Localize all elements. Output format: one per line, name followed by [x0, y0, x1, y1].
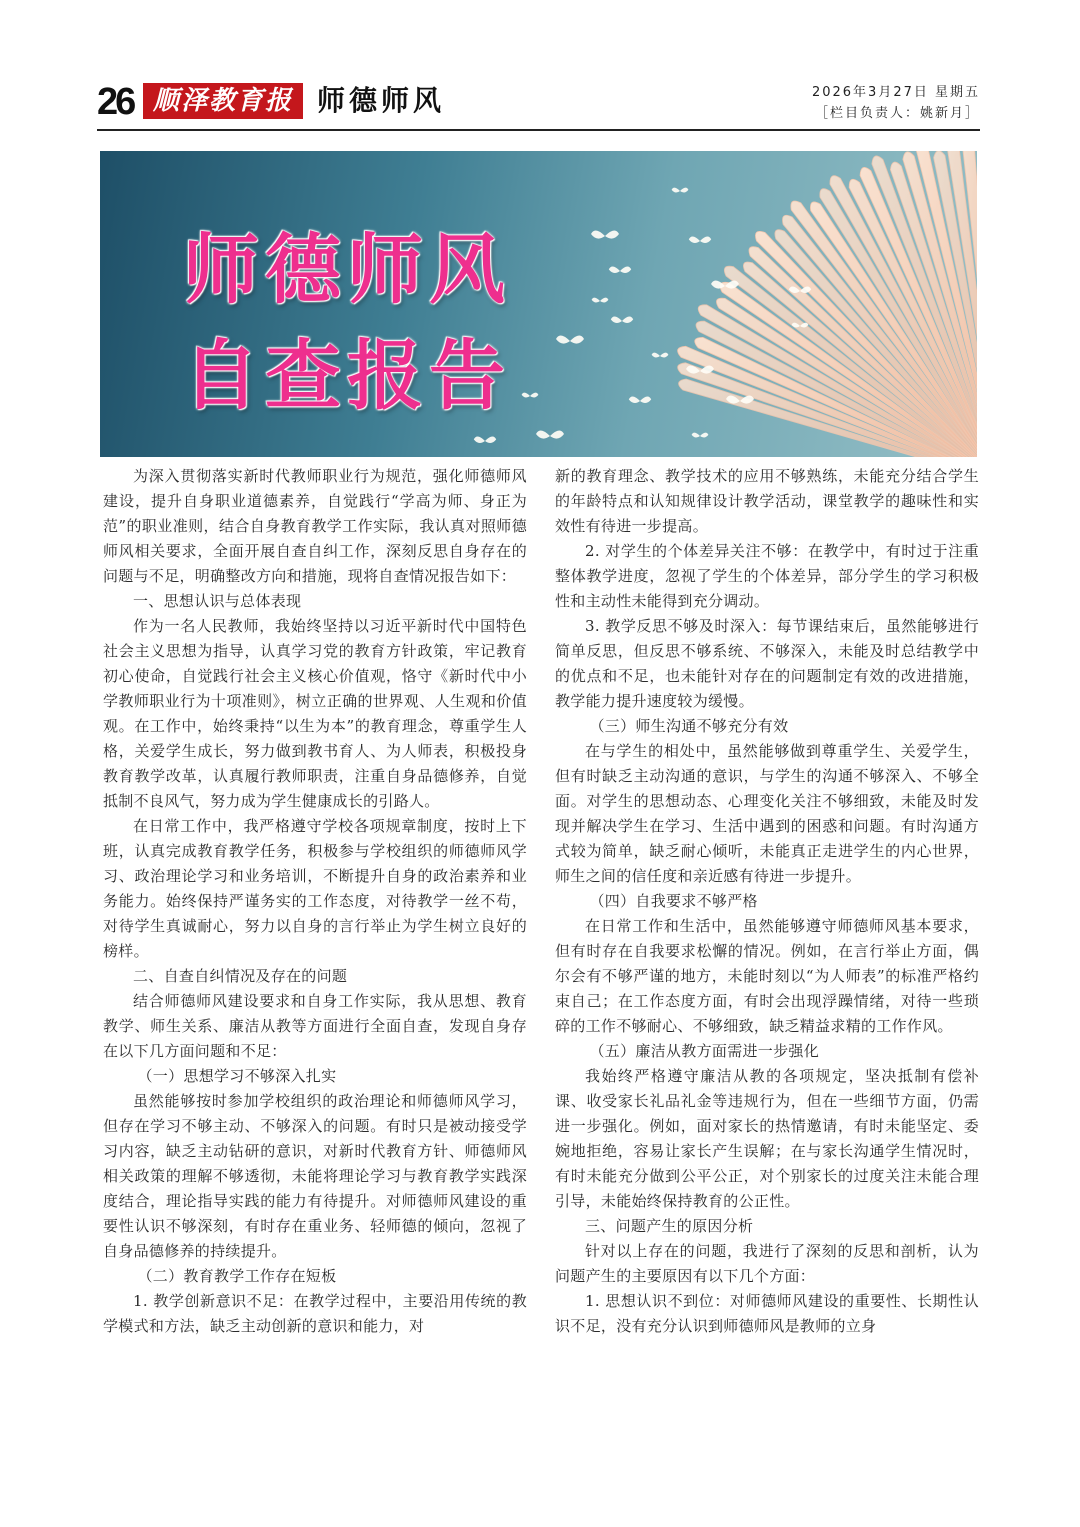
paragraph: 在日常工作和生活中，虽然能够遵守师德师风基本要求，但有时存在自我要求松懈的情况。例如，在言行举止方面，偶尔会有不够严谨的地方，未能时刻以“为人师表”的标准严格约束自己；在工作态度方面，有时会出现浮躁情绪，对待一些琐碎的工作不够耐心、不够细致，缺乏精益求精的工作作风。	[555, 917, 979, 1035]
article-column-left	[103, 464, 527, 1339]
masthead	[97, 78, 980, 126]
page-number: 26	[97, 81, 134, 123]
section-title: 师德师风	[317, 84, 446, 117]
paragraph: 在日常工作中，我严格遵守学校各项规章制度，按时上下班，认真完成教育教学任务，积极参与学校组织的师德师风学习、政治理论学习和业务培训，不断提升自身的政治素养和业务能力。始终保持严谨务实的工作态度，对待教学一丝不苟，对待学生真诚耐心，努力以自身的言行举止为学生树立良好的榜样。	[103, 817, 527, 960]
column-editor: ［栏目负责人：姚新月］	[814, 106, 980, 121]
header-rule	[97, 129, 980, 131]
banner-title-line1: 师德师风	[183, 225, 511, 314]
section-heading: 二、自查自纠情况及存在的问题	[133, 967, 348, 985]
section-heading: （三）师生沟通不够充分有效	[589, 717, 789, 735]
section-heading: （四）自我要求不够严格	[589, 892, 758, 910]
section-heading: 一、思想认识与总体表现	[133, 592, 302, 610]
paragraph: 结合师德师风建设要求和自身工作实际，我从思想、教育教学、师生关系、廉洁从教等方面进行全面自查，发现自身存在以下几方面问题和不足：	[103, 992, 527, 1060]
paragraph: 为深入贯彻落实新时代教师职业行为规范，强化师德师风建设，提升自身职业道德素养，自觉践行“学高为师、身正为范”的职业准则，结合自身教育教学工作实际，我认真对照师德师风相关要求，全面开展自查自纠工作，深刻反思自身存在的问题与不足，明确整改方向和措施，现将自查情况报告如下：	[103, 467, 527, 585]
paragraph: 1. 思想认识不到位：对师德师风建设的重要性、长期性认识不足，没有充分认识到师德师风是教师的立身	[555, 1292, 979, 1335]
paragraph: 新的教育理念、教学技术的应用不够熟练，未能充分结合学生的年龄特点和认知规律设计教学活动，课堂教学的趣味性和实效性有待进一步提高。	[555, 467, 979, 535]
paragraph: 2. 对学生的个体差异关注不够：在教学中，有时过于注重整体教学进度，忽视了学生的个体差异，部分学生的学习积极性和主动性未能得到充分调动。	[555, 542, 979, 610]
section-heading: （二）教育教学工作存在短板	[137, 1267, 337, 1285]
section-heading: （五）廉洁从教方面需进一步强化	[589, 1042, 820, 1060]
paragraph: 3. 教学反思不够及时深入：每节课结束后，虽然能够进行简单反思，但反思不够系统、不够深入，未能及时总结教学中的优点和不足，也未能针对存在的问题制定有效的改进措施，教学能力提升速度较为缓慢。	[555, 617, 979, 710]
paragraph: 我始终严格遵守廉洁从教的各项规定，坚决抵制有偿补课、收受家长礼品礼金等违规行为，但在一些细节方面，仍需进一步强化。例如，面对家长的热情邀请，有时未能坚定、委婉地拒绝，容易让家长产生误解；在与家长沟通学生情况时，有时未能充分做到公平公正，对个别家长的过度关注未能合理引导，未能始终保持教育的公正性。	[555, 1067, 979, 1210]
banner-image	[100, 151, 977, 457]
newspaper-logo: 顺泽教育报	[143, 83, 303, 119]
issue-date: 2026年3月27日 星期五	[811, 85, 980, 100]
section-heading: （一）思想学习不够深入扎实	[137, 1067, 337, 1085]
paragraph: 虽然能够按时参加学校组织的政治理论和师德师风学习，但存在学习不够主动、不够深入的问题。有时只是被动接受学习内容，缺乏主动钻研的意识，对新时代教育方针、师德师风相关政策的理解不够透彻，未能将理论学习与教育教学实践深度结合，理论指导实践的能力有待提升。对师德师风建设的重要性认识不够深刻，有时存在重业务、轻师德的倾向，忽视了自身品德修养的持续提升。	[103, 1092, 527, 1260]
paragraph: 1. 教学创新意识不足：在教学过程中，主要沿用传统的教学模式和方法，缺乏主动创新的意识和能力，对	[103, 1292, 527, 1335]
paragraph: 针对以上存在的问题，我进行了深刻的反思和剖析，认为问题产生的主要原因有以下几个方面：	[555, 1242, 979, 1285]
section-heading: 三、问题产生的原因分析	[585, 1217, 754, 1235]
article-column-right	[555, 464, 979, 1339]
paragraph: 在与学生的相处中，虽然能够做到尊重学生、关爱学生，但有时缺乏主动沟通的意识，与学生的沟通不够深入、不够全面。对学生的思想动态、心理变化关注不够细致，未能及时发现并解决学生在学习、生活中遇到的困惑和问题。有时沟通方式较为简单，缺乏耐心倾听，未能真正走进学生的内心世界，师生之间的信任度和亲近感有待进一步提升。	[555, 742, 979, 885]
paragraph: 作为一名人民教师，我始终坚持以习近平新时代中国特色社会主义思想为指导，认真学习党的教育方针政策，牢记教育初心使命，自觉践行社会主义核心价值观，恪守《新时代中小学教师职业行为十项准则》，树立正确的世界观、人生观和价值观。在工作中，始终秉持“以生为本”的教育理念，尊重学生人格，关爱学生成长，努力做到教书育人、为人师表，积极投身教育教学改革，认真履行教师职责，注重自身品德修养，自觉抵制不良风气，努力成为学生健康成长的引路人。	[103, 617, 527, 810]
banner-title-line2: 自查报告	[183, 331, 511, 420]
